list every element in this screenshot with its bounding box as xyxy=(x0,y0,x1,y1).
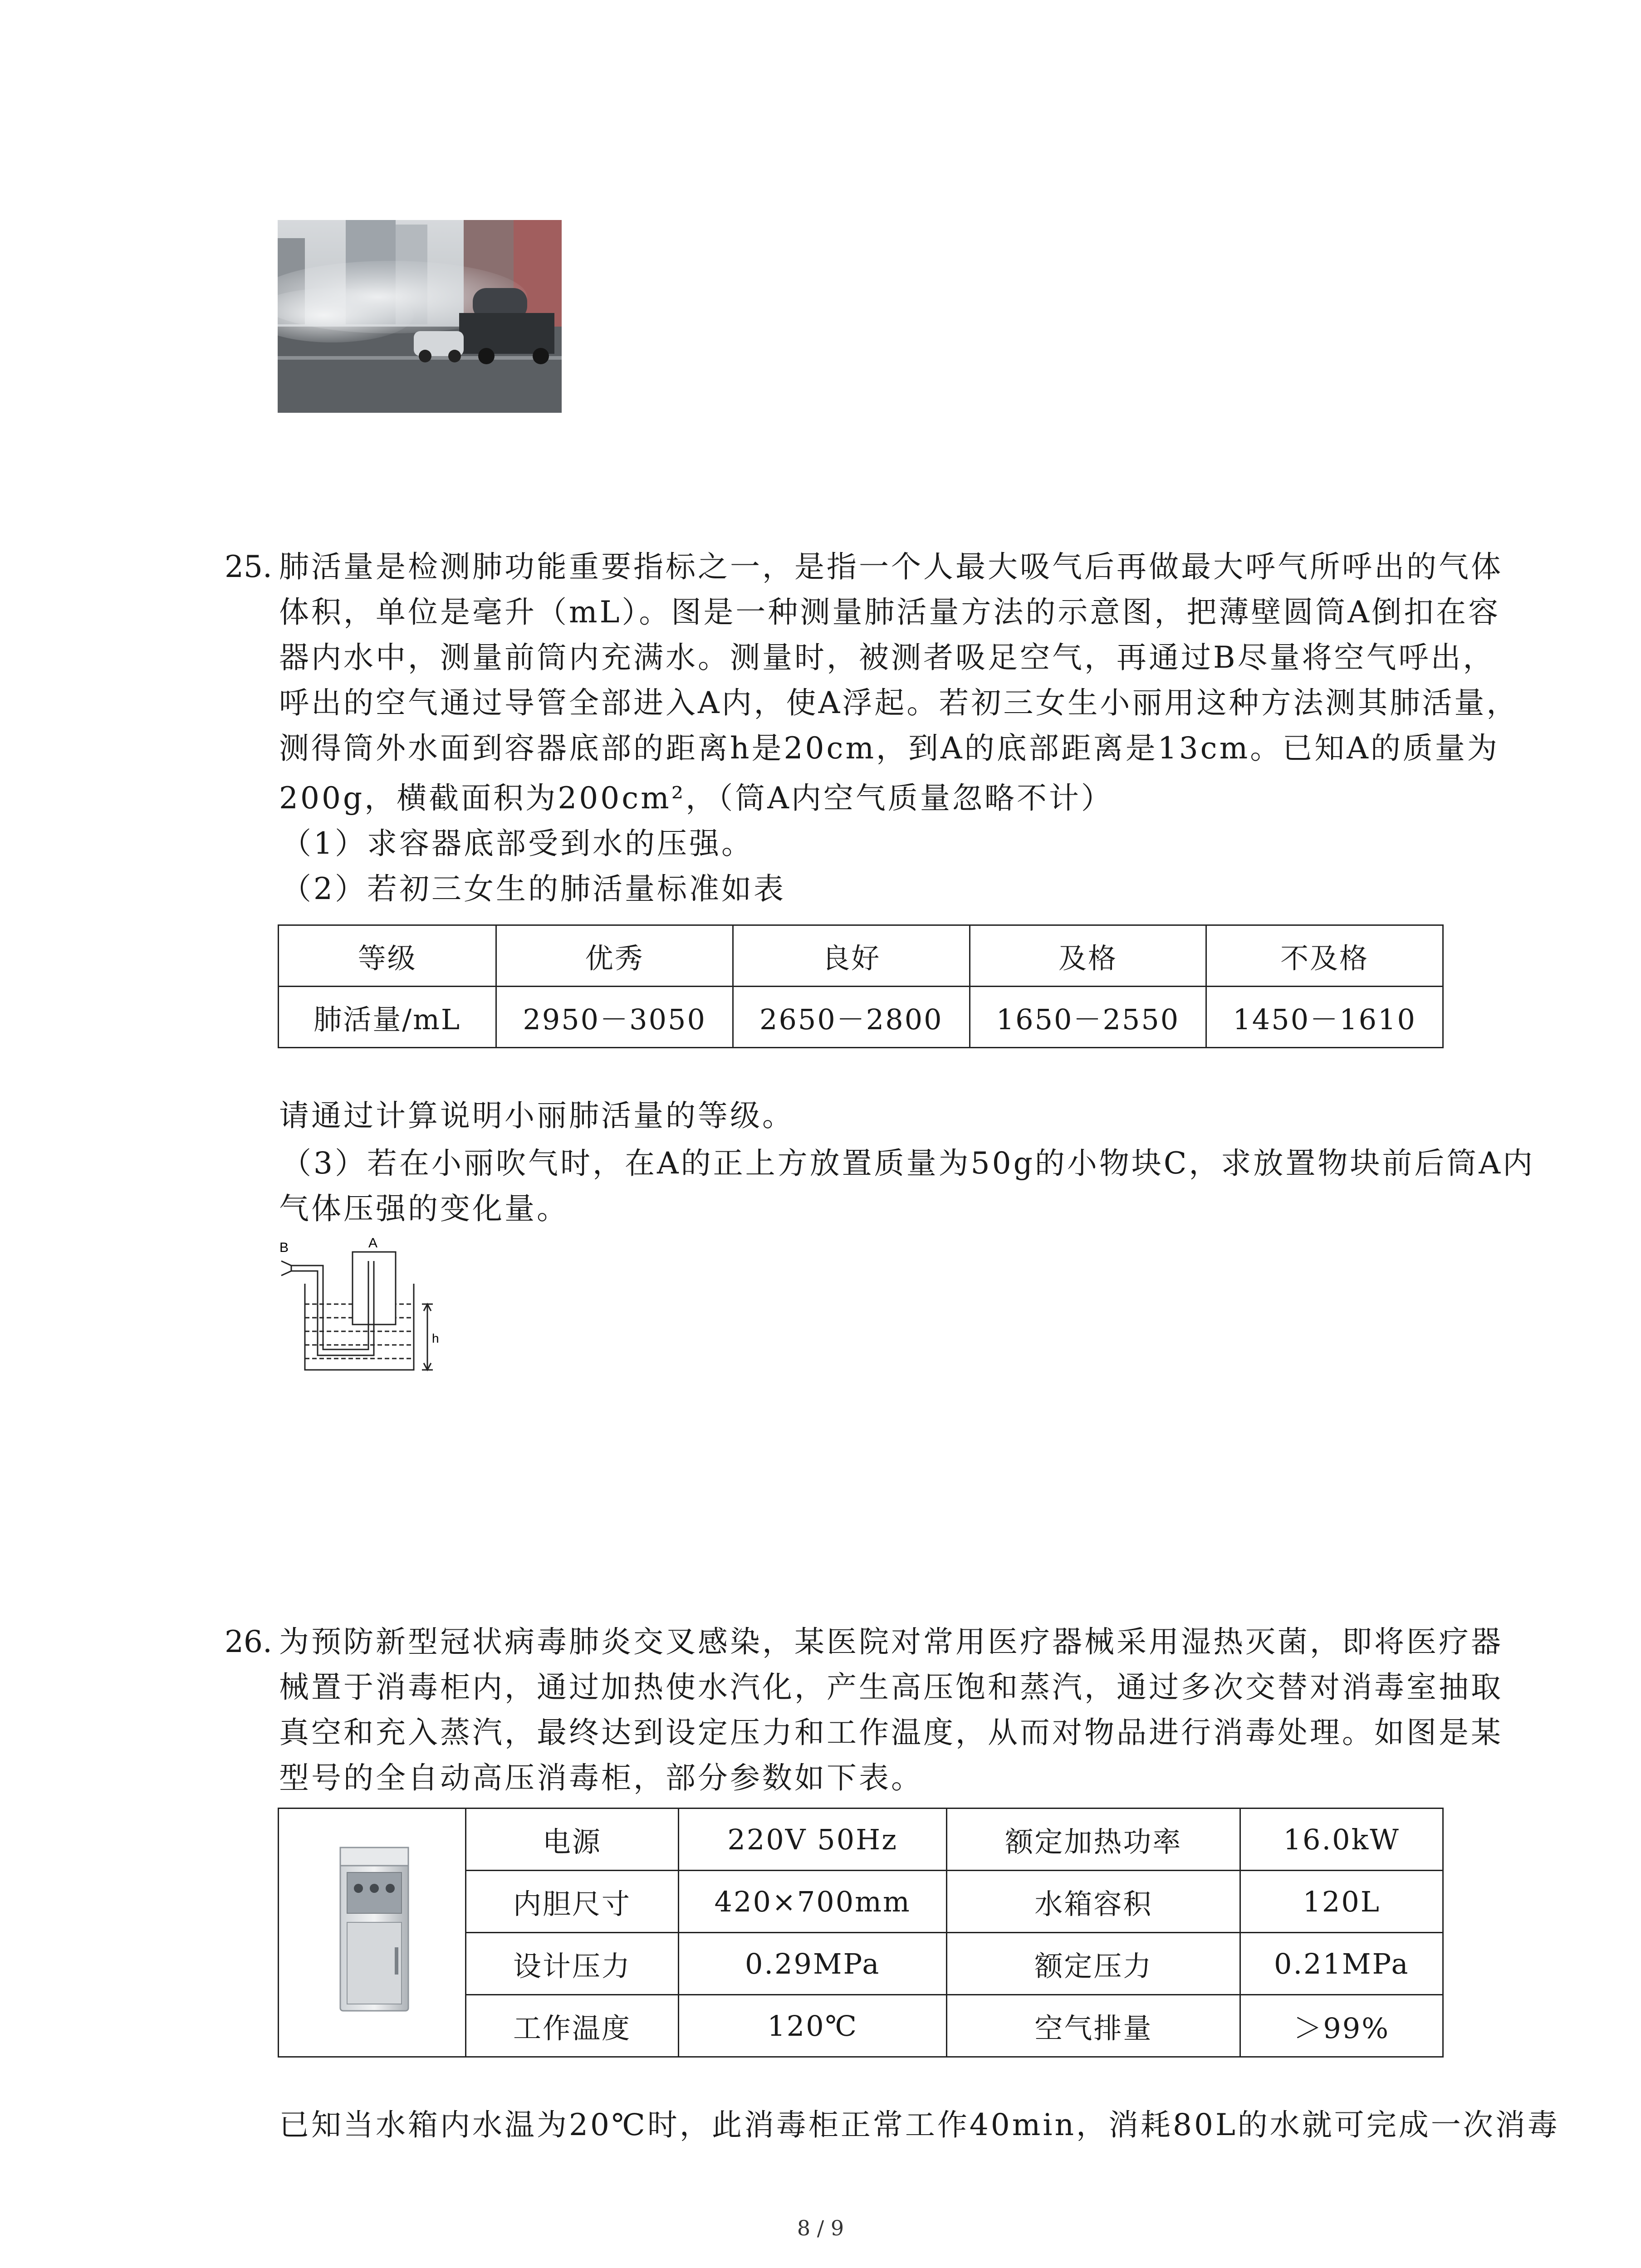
q25-subquestion-3-line-2: 气体压强的变化量。 xyxy=(279,1191,569,1226)
q25-text-line-1: 肺活量是检测肺功能重要指标之一，是指一个人最大吸气后再做最大呼气所呼出的气体 xyxy=(279,549,1503,584)
q26-text-line-4: 型号的全自动高压消毒柜，部分参数如下表。 xyxy=(279,1760,923,1795)
diagram-label-a: A xyxy=(368,1236,378,1251)
q25-text-line-6: 200g，横截面积为200cm²，（筒A内空气质量忽略不计） xyxy=(279,781,1113,816)
question-number-26: 26. xyxy=(225,1624,272,1659)
q26-text-line-3: 真空和充入蒸汽，最终达到设定压力和工作温度，从而对物品进行消毒处理。如图是某 xyxy=(279,1715,1503,1750)
param-label-chamber-size: 内胆尺寸 xyxy=(466,1871,679,1933)
q26-text-line-1: 为预防新型冠状病毒肺炎交叉感染，某医院对常用医疗器械采用湿热灭菌，即将医疗器 xyxy=(279,1624,1503,1659)
lung-capacity-standard-table xyxy=(278,924,1444,1048)
q26-text-line-2: 械置于消毒柜内，通过加热使水汽化，产生高压饱和蒸汽，通过多次交替对消毒室抽取 xyxy=(279,1670,1503,1705)
page-number: 8 / 9 xyxy=(797,2216,844,2240)
q25-subquestion-1: （1）求容器底部受到水的压强。 xyxy=(281,826,754,861)
q25-subquestion-3-line-1: （3）若在小丽吹气时，在A的正上方放置质量为50g的小物块C，求放置物块前后筒A内 xyxy=(281,1146,1535,1181)
param-value-rated-heating-power: 16.0kW xyxy=(1240,1809,1443,1871)
sterilizer-cabinet-icon xyxy=(322,1838,422,2020)
param-value-working-temperature: 120℃ xyxy=(678,1995,946,2057)
q25-text-line-5: 测得筒外水面到容器底部的距离h是20cm，到A的底部距离是13cm。已知A的质量为 xyxy=(279,731,1499,766)
table-cell-fail: 1450－1610 xyxy=(1206,987,1443,1048)
q25-text-line-4: 呼出的空气通过导管全部进入A内，使A浮起。若初三女生小丽用这种方法测其肺活量， xyxy=(279,685,1519,720)
param-label-air-exhaust: 空气排量 xyxy=(947,1995,1240,2057)
param-label-design-pressure: 设计压力 xyxy=(466,1933,679,1995)
q26-after-table-text: 已知当水箱内水温为20℃时，此消毒柜正常工作40min，消耗80L的水就可完成一次消毒 xyxy=(279,2107,1560,2142)
param-value-design-pressure: 0.29MPa xyxy=(678,1933,946,1995)
table-cell-pass: 1650－2550 xyxy=(970,987,1206,1048)
param-value-chamber-size: 420×700mm xyxy=(678,1871,946,1933)
table-header-excellent: 优秀 xyxy=(496,925,733,987)
param-value-air-exhaust: ＞99% xyxy=(1240,1995,1443,2057)
param-label-power-supply: 电源 xyxy=(466,1809,679,1871)
q25-after-table-text: 请通过计算说明小丽肺活量的等级。 xyxy=(279,1098,794,1133)
table-header-grade: 等级 xyxy=(279,925,496,987)
fog-cannon-truck-photo xyxy=(278,220,562,413)
q25-text-line-3: 器内水中，测量前筒内充满水。测量时，被测者吸足空气，再通过B尽量将空气呼出， xyxy=(279,640,1495,675)
param-value-rated-pressure: 0.21MPa xyxy=(1240,1933,1443,1995)
param-label-rated-heating-power: 额定加热功率 xyxy=(947,1809,1240,1871)
table-cell-good: 2650－2800 xyxy=(733,987,970,1048)
diagram-label-b: B xyxy=(279,1240,289,1255)
diagram-label-h: h xyxy=(432,1331,439,1345)
table-header-good: 良好 xyxy=(733,925,970,987)
table-header-fail: 不及格 xyxy=(1206,925,1443,987)
param-value-power-supply: 220V 50Hz xyxy=(678,1809,946,1871)
param-label-working-temperature: 工作温度 xyxy=(466,1995,679,2057)
param-label-tank-capacity: 水箱容积 xyxy=(947,1871,1240,1933)
lung-capacity-apparatus-diagram xyxy=(278,1234,450,1379)
sterilizer-image-cell xyxy=(279,1809,466,2057)
q25-subquestion-2: （2）若初三女生的肺活量标准如表 xyxy=(281,871,786,906)
q25-text-line-2: 体积，单位是毫升（mL）。图是一种测量肺活量方法的示意图，把薄壁圆筒A倒扣在容 xyxy=(279,595,1501,630)
table-header-pass: 及格 xyxy=(970,925,1206,987)
param-label-rated-pressure: 额定压力 xyxy=(947,1933,1240,1995)
param-value-tank-capacity: 120L xyxy=(1240,1871,1443,1933)
sterilizer-parameter-table xyxy=(278,1808,1444,2058)
question-number-25: 25. xyxy=(225,549,272,584)
table-cell-excellent: 2950－3050 xyxy=(496,987,733,1048)
table-cell-label: 肺活量/mL xyxy=(279,987,496,1048)
